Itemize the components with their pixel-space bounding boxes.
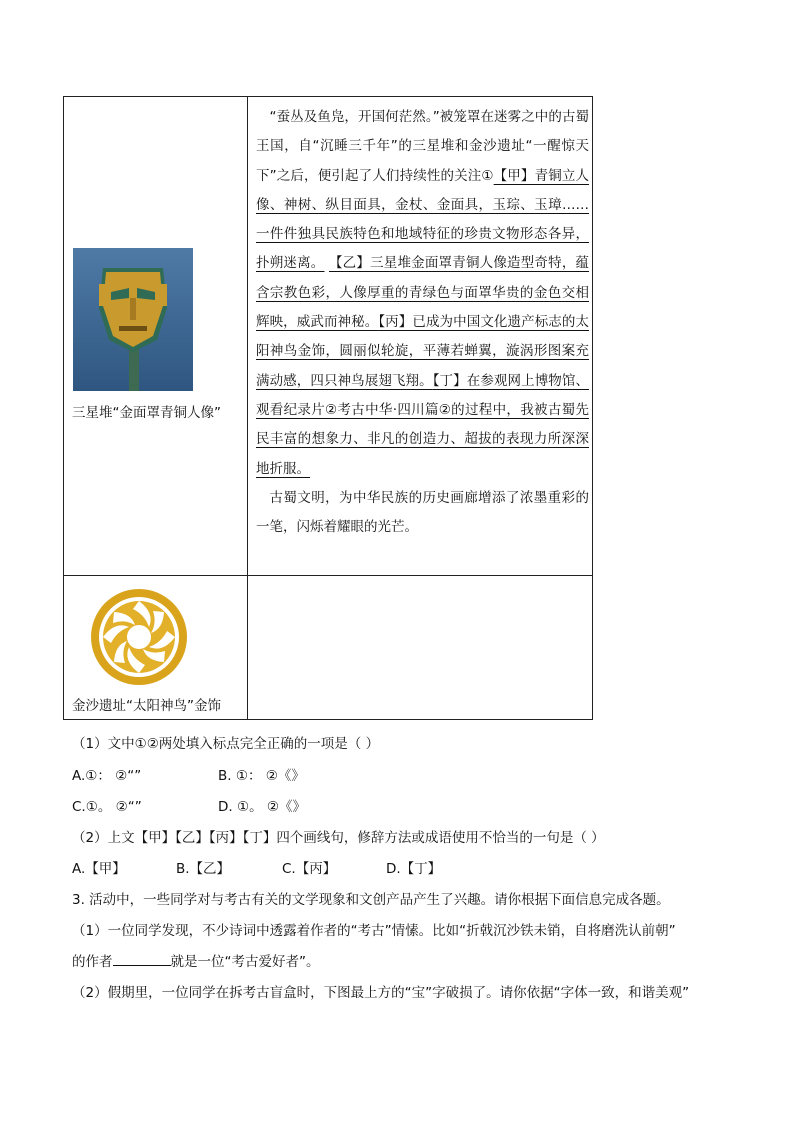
bronze-head-photo — [73, 248, 193, 391]
q3-sub2: （2）假期里，一位同学在拆考古盲盒时，下图最上方的“宝”字破损了。请你依据“字体一致，和谐美观” — [72, 985, 690, 1001]
q1-option-d: D. ①。 ②《》 — [218, 799, 306, 815]
q3-intro: 3. 活动中，一些同学对与考古有关的文学现象和文创产品产生了兴趣。请你根据下面信息完成各题。 — [72, 892, 670, 908]
sentence-yi: 【乙】三星堆金面罩青铜人像造型奇特，蕴含宗教色彩，人像厚重的青绿色与面罩华贵的金色交相辉映，威武而神秘。 — [256, 255, 590, 331]
q2-option-c: C.【丙】 — [282, 861, 337, 877]
table-divider-vertical — [247, 97, 248, 719]
info-table — [63, 96, 593, 720]
caption-sun-bird: 金沙遗址“太阳神鸟”金饰 — [72, 698, 221, 714]
table-divider-horizontal — [64, 575, 592, 576]
passage — [256, 103, 589, 542]
q2-option-d: D.【丁】 — [386, 861, 442, 877]
q2-option-a: A.【甲】 — [72, 861, 126, 877]
sun-bird-gold-image — [89, 587, 189, 687]
passage-intro: “蚕丛及鱼凫，开国何茫然。”被笼罩在迷雾之中的古蜀王国，自“沉睡三千年”的三星堆和金沙遗址“一醒惊天下”之后，便引起了人们持续性的关注① — [256, 109, 589, 184]
q1-option-a: A.①： ②“” — [72, 768, 142, 784]
caption-bronze-head: 三星堆“金面罩青铜人像” — [72, 405, 221, 421]
passage-paragraph-2: 古蜀文明，为中华民族的历史画廊增添了浓墨重彩的一笔，闪烁着耀眼的光芒。 — [256, 489, 589, 536]
sentence-bing: 【丙】已成为中国文化遗产标志的太阳神鸟金饰，圆丽似轮旋，平薄若蝉翼，漩涡形图案充满动感，四只神鸟展翅飞翔。 — [256, 314, 589, 389]
q1-option-c: C.①。 ②“” — [72, 799, 142, 815]
q1-option-b: B. ①： ②《》 — [218, 768, 305, 784]
q3-sub1-line2: 的作者 就是一位“考古爱好者”。 — [72, 954, 320, 970]
q3-sub1-line1: （1）一位同学发现，不少诗词中透露着作者的“考古”情愫。比如“折戟沉沙铁未销，自将磨洗认前朝” — [72, 923, 676, 939]
q2-stem: （2）上文【甲】【乙】【丙】【丁】四个画线句，修辞方法或成语使用不恰当的一句是（ ） — [72, 830, 605, 846]
sentence-ding: 【丁】在参观网上博物馆、观看纪录片②考古中华·四川篇②的过程中，我被古蜀先民丰富的想象力、非凡的创造力、超拔的表现力所深深地折服。 — [256, 372, 589, 477]
q2-option-b: B.【乙】 — [176, 861, 231, 877]
passage-paragraph-1 — [256, 103, 589, 484]
q1-stem: （1）文中①②两处填入标点完全正确的一项是（ ） — [72, 736, 380, 752]
answer-blank[interactable] — [113, 952, 171, 966]
sentence-jia: 【甲】青铜立人像、神树、纵目面具，金杖、金面具，玉琮、玉璋……一件件独具民族特色和地域特征的珍贵文物形态各异，扑朔迷离。 — [256, 167, 589, 272]
